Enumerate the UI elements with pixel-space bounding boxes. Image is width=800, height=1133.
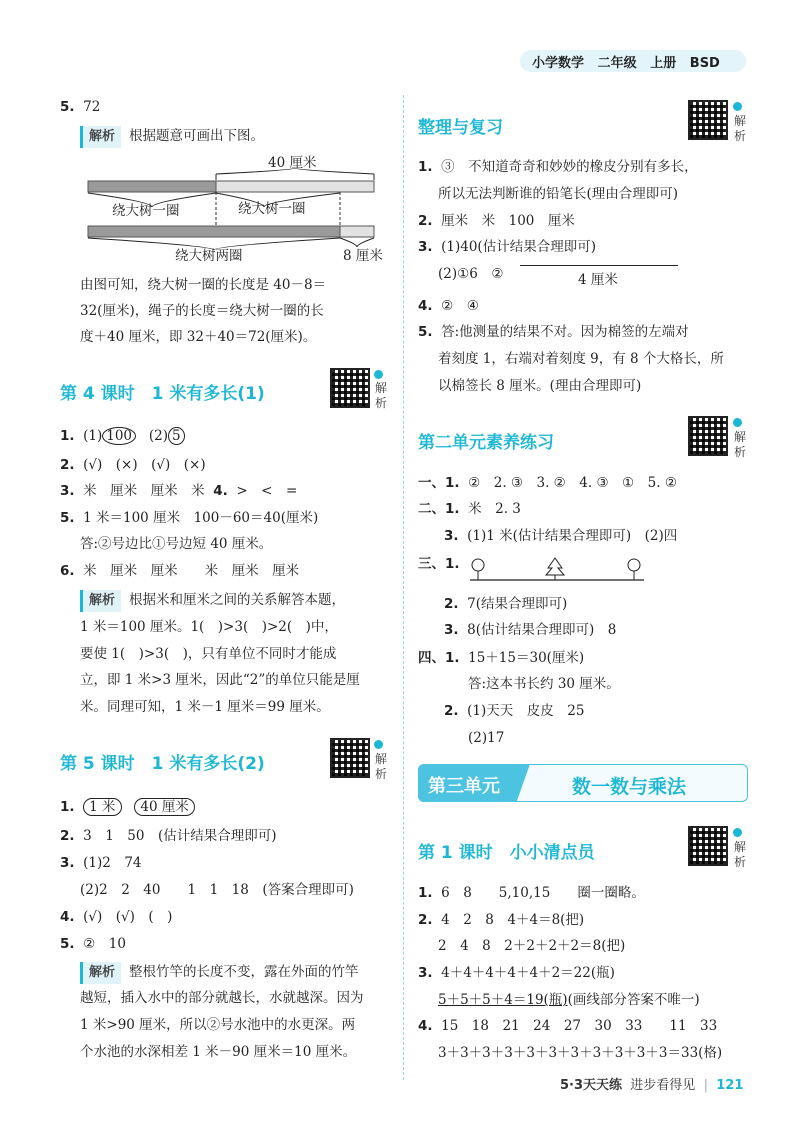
answer: 1 米＝100 厘米 100－60＝40(厘米)	[83, 510, 319, 526]
analysis-text: 根据米和厘米之间的关系解答本题，	[129, 592, 346, 608]
qr-code-icon[interactable]	[330, 368, 370, 408]
circled-answer: 5	[168, 427, 185, 445]
review-q1-line2: 所以无法判断谁的铅笔长(理由合理即可)	[438, 186, 679, 202]
unit2-s4-q2	[444, 701, 584, 721]
lesson5-analysis-3: 1 米>90 厘米，所以②号水池中的水更深。两	[80, 1017, 356, 1033]
diagram-label-4: 8 厘米	[343, 248, 383, 264]
answer: 4 2 8 4＋4＝8(把)	[441, 912, 585, 928]
lesson1-q3	[418, 963, 615, 983]
lesson5-q3-line2: (2)2 2 40 1 1 18 (答案合理即可)	[80, 882, 354, 898]
answer: (1)1 米(估计结果合理即可) (2)四	[467, 528, 678, 544]
play-dot-icon	[733, 418, 742, 427]
q-num: 2.	[418, 213, 433, 229]
lesson1-q4-line2: 3＋3＋3＋3＋3＋3＋3＋3＋3＋3＋3＝33(格)	[438, 1045, 723, 1061]
qr-label: 解析	[733, 430, 746, 459]
q-num: 3.	[444, 528, 459, 544]
lesson4-q5-line2: 答:②号边比①号边短 40 厘米。	[80, 536, 273, 552]
q-num: 3.	[418, 239, 433, 255]
part: (1)	[83, 428, 103, 444]
lesson4-analysis-4: 立，即 1 米>3 厘米，因此“2”的单位只能是厘	[80, 672, 360, 688]
analysis-text: 整根竹竿的长度不变，露在外面的竹竿	[129, 964, 359, 980]
answer: (√) (×) (√) (×)	[83, 457, 206, 473]
unit3-title: 数一数与乘法	[572, 776, 687, 798]
lesson4-q2	[60, 455, 206, 475]
q-num: 2.	[444, 703, 459, 719]
unit2-s2-q3	[444, 526, 677, 546]
unit3-label: 第三单元	[428, 776, 500, 797]
lesson4-analysis	[80, 590, 345, 612]
answer: 米 厘米 厘米 米 厘米 厘米	[83, 563, 300, 579]
tree-line-drawing	[468, 556, 648, 586]
answer: 米 厘米 厘米 米	[83, 483, 205, 499]
qr-code-icon[interactable]	[688, 826, 728, 866]
review-q3-line2: (2)①6 ②	[438, 266, 504, 282]
q-num: 2.	[444, 596, 459, 612]
footer-brand: 5·3天天练	[560, 1078, 623, 1093]
q-num: 2.	[60, 828, 75, 844]
q-num: 2.	[418, 912, 433, 928]
diagram-top-label: 40 厘米	[268, 155, 317, 171]
circled-answer: 1 米	[83, 798, 121, 816]
q-num: 3.	[60, 483, 75, 499]
q-num: 6.	[60, 563, 75, 579]
q-num: 二、1.	[418, 501, 460, 517]
q-num: 4.	[418, 1018, 433, 1034]
lesson5-q5	[60, 934, 126, 954]
lesson5-q1	[60, 797, 195, 817]
footer	[560, 1074, 743, 1093]
lesson1-q1	[418, 883, 645, 903]
lesson4-title: 第 4 课时 1 米有多长(1)	[60, 384, 265, 404]
left-q5-analysis	[80, 126, 264, 148]
lesson5-q2	[60, 826, 277, 846]
answer: ② 2. ③ 3. ② 4. ③ ① 5. ②	[468, 475, 677, 491]
answer: 厘米 米 100 厘米	[441, 213, 575, 229]
unit2-s2	[418, 499, 521, 519]
q-num: 5.	[60, 99, 75, 115]
qr-label: 解析	[374, 752, 387, 781]
header-subject	[532, 52, 720, 71]
lesson5-q4	[60, 907, 172, 927]
qr-label: 解析	[374, 381, 387, 410]
unit2-s4-line2: 答:这本书长约 30 厘米。	[468, 676, 620, 692]
circled-answer: 100	[102, 427, 136, 445]
q-num: 5.	[418, 324, 433, 340]
answer: (1)天天 皮皮 25	[467, 703, 585, 719]
underlined-answer: 5＋5＋5＋4＝19(瓶)	[438, 992, 568, 1008]
answer: > < =	[236, 483, 298, 499]
q-num: 5.	[60, 510, 75, 526]
left-q5-line3: 度＋40 厘米，即 32＋40＝72(厘米)。	[80, 329, 317, 345]
q-num: 四、1.	[418, 650, 460, 666]
unit2-s3	[418, 554, 460, 574]
lesson1-q2	[418, 910, 584, 930]
q-num: 4.	[60, 909, 75, 925]
answer: ② ④	[441, 298, 479, 314]
unit2-title: 第二单元素养练习	[418, 433, 554, 453]
play-dot-icon	[733, 102, 742, 111]
review-q1	[418, 157, 698, 177]
lesson1-q2-line2: 2 4 8 2＋2＋2＋2＝8(把)	[438, 938, 626, 954]
drawn-line-label: 4 厘米	[578, 272, 618, 288]
lesson4-analysis-3: 要使 1( )>3( )，只有单位不同时才能成	[80, 646, 337, 662]
play-dot-icon	[374, 740, 383, 749]
review-title: 整理与复习	[418, 118, 503, 138]
q-num: 3.	[60, 855, 75, 871]
q-num: 一、1.	[418, 475, 460, 491]
q-num: 1.	[60, 799, 75, 815]
q-num: 4.	[213, 483, 228, 499]
diagram-label-2: 绕大树一圈	[238, 201, 306, 217]
play-dot-icon	[733, 828, 742, 837]
play-dot-icon	[374, 370, 383, 379]
part: (2)	[148, 428, 169, 444]
footer-divider: |	[699, 1078, 713, 1093]
answer: 15 18 21 24 27 30 33 11 33	[441, 1018, 718, 1034]
answer: 7(结果合理即可)	[467, 596, 568, 612]
lesson4-q3	[60, 481, 297, 501]
lesson1-title: 第 1 课时 小小清点员	[418, 843, 595, 863]
column-divider	[403, 95, 404, 1080]
diagram-label-3: 绕大树两圈	[175, 248, 243, 264]
lesson4-q5	[60, 508, 318, 528]
drawn-line	[520, 265, 678, 266]
lesson4-analysis-2: 1 米＝100 厘米。1( )>3( )>2( )中，	[80, 619, 338, 635]
left-q5-line2: 32(厘米)，绳子的长度＝绕大树一圈的长	[80, 303, 324, 319]
analysis-tag: 解析	[80, 590, 121, 612]
lesson1-q4	[418, 1016, 717, 1036]
answer: 3 1 50 (估计结果合理即可)	[83, 828, 277, 844]
answer: 米 2. 3	[468, 501, 521, 517]
answer: (1)40(估计结果合理即可)	[441, 239, 596, 255]
q-num: 5.	[60, 936, 75, 952]
lesson4-q1	[60, 426, 185, 446]
answer: 15＋15＝30(厘米)	[468, 650, 585, 666]
q-num: 1.	[418, 885, 433, 901]
answer: 72	[83, 99, 101, 115]
unit2-s3-q2	[444, 594, 567, 614]
qr-code-icon[interactable]	[688, 100, 728, 140]
analysis-text: 根据题意可画出下图。	[129, 128, 265, 144]
analysis-tag: 解析	[80, 962, 121, 984]
review-q5-line3: 以棉签长 8 厘米。(理由合理即可)	[438, 378, 642, 394]
header-edition: BSD	[689, 56, 720, 71]
review-q2	[418, 211, 575, 231]
left-q5-line1: 由图可知，绕大树一圈的长度是 40－8＝	[80, 277, 327, 293]
answer: ③ 不知道奇奇和妙妙的橡皮分别有多长，	[441, 159, 698, 175]
qr-label: 解析	[733, 114, 746, 143]
answer: 6 8 5,10,15 圈一圈略。	[441, 885, 645, 901]
answer: 答:他测量的结果不对。因为棉签的左端对	[441, 324, 689, 340]
lesson5-q3	[60, 853, 142, 873]
lesson5-analysis-2: 越短，插入水中的部分就越长，水就越深。因为	[80, 990, 364, 1006]
lesson5-title: 第 5 课时 1 米有多长(2)	[60, 754, 265, 774]
circled-answer: 40 厘米	[134, 798, 194, 816]
lesson4-analysis-5: 米。同理可知，1 米－1 厘米＝99 厘米。	[80, 699, 330, 715]
unit2-s4-q2b: (2)17	[468, 730, 505, 746]
lesson5-analysis-4: 个水池的水深相差 1 米－90 厘米＝10 厘米。	[80, 1044, 357, 1060]
header-volume: 上册	[650, 56, 677, 71]
q-num: 3.	[418, 965, 433, 981]
review-q5	[418, 322, 689, 342]
lesson1-q3-line2	[438, 990, 700, 1010]
q-num: 3.	[444, 622, 459, 638]
lesson5-analysis	[80, 962, 359, 984]
answer-note: (画线部分答案不唯一)	[567, 992, 700, 1008]
qr-label: 解析	[733, 840, 746, 869]
answer: (1)2 74	[83, 855, 142, 871]
q-num: 4.	[418, 298, 433, 314]
analysis-tag: 解析	[80, 126, 121, 148]
answer: ② 10	[83, 936, 126, 952]
unit2-s1	[418, 473, 677, 493]
page-number: 121	[716, 1078, 744, 1093]
qr-code-icon[interactable]	[330, 738, 370, 778]
q-num: 2.	[60, 457, 75, 473]
q-num: 三、1.	[418, 556, 460, 572]
header-subject-text: 小学数学	[532, 56, 585, 71]
q-num: 1.	[418, 159, 433, 175]
left-q5	[60, 97, 100, 117]
answer: 8(估计结果合理即可) 8	[467, 622, 617, 638]
review-q5-line2: 着刻度 1，右端对着刻度 9，有 8 个大格长，所	[438, 351, 724, 367]
lesson4-q6	[60, 561, 299, 581]
header-grade: 二年级	[597, 56, 637, 71]
answer: 4＋4＋4＋4＋4＋2＝22(瓶)	[441, 965, 615, 981]
review-q4	[418, 296, 479, 316]
q-num: 1.	[60, 428, 75, 444]
review-q3	[418, 237, 596, 257]
answer: (√) (√) ( )	[83, 909, 173, 925]
qr-code-icon[interactable]	[688, 416, 728, 456]
diagram-label-1: 绕大树一圈	[112, 203, 180, 219]
footer-slogan: 进步看得见	[630, 1078, 696, 1093]
unit2-s4	[418, 648, 584, 668]
unit2-s3-q3	[444, 620, 616, 640]
